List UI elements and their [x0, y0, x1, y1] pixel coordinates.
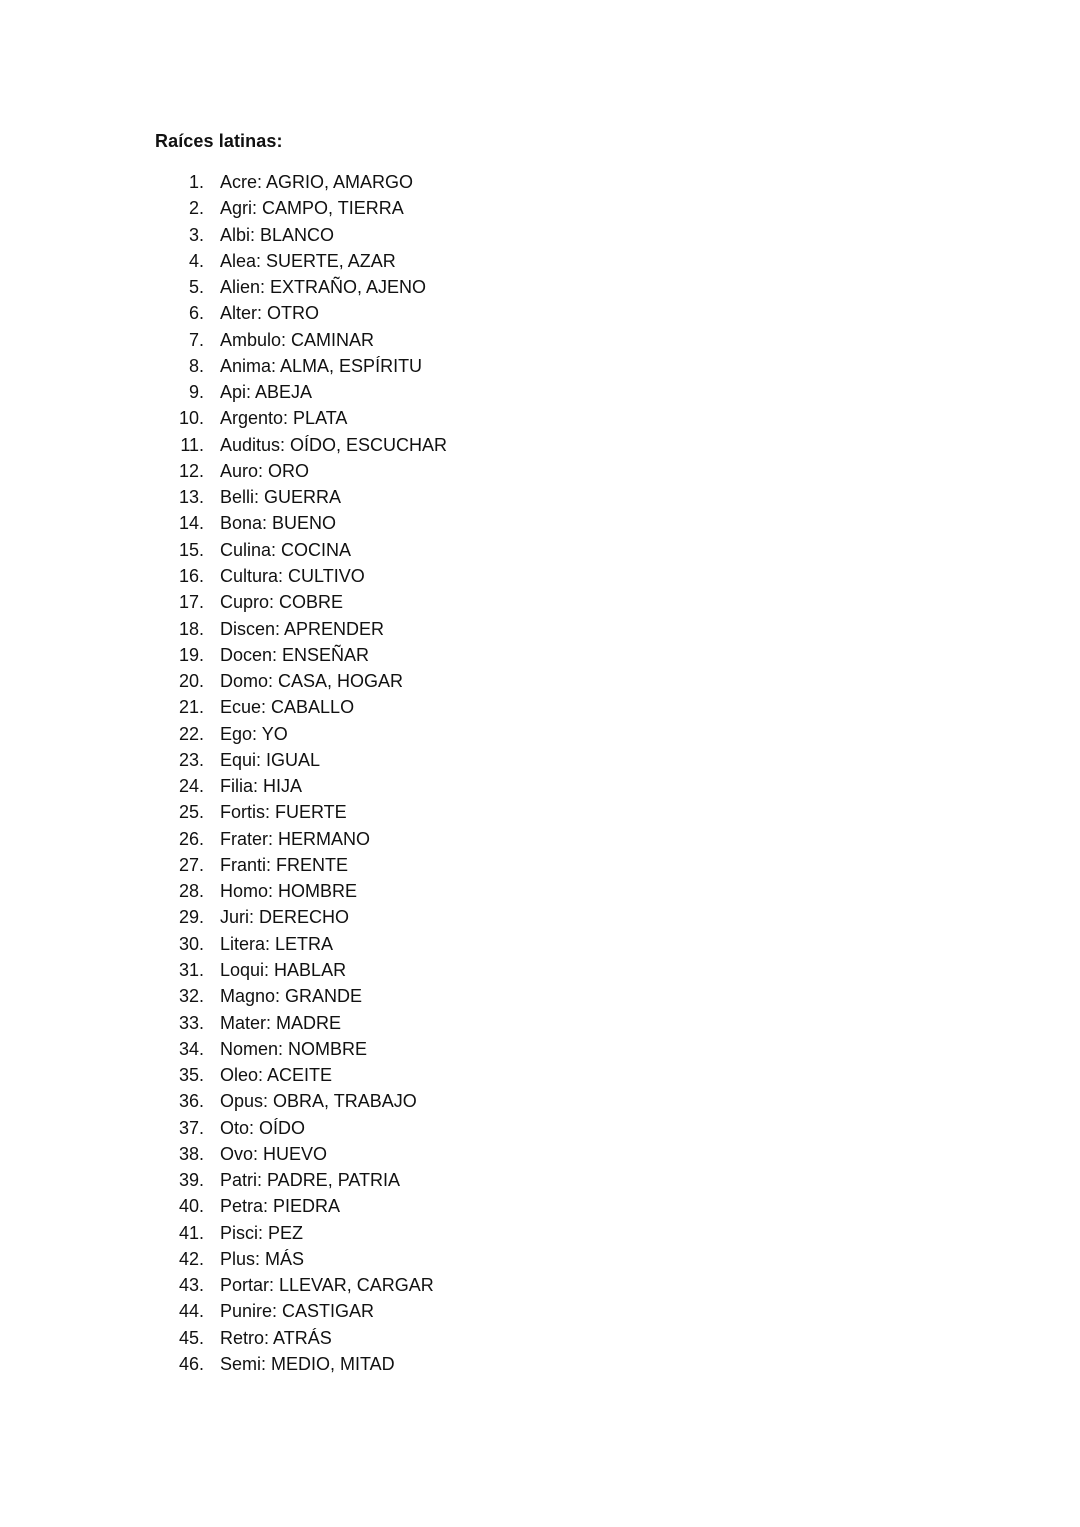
list-item-number: 33.	[178, 1012, 204, 1033]
list-item-text: Petra: PIEDRA	[220, 1196, 341, 1217]
list-item-text: Acre: AGRIO, AMARGO	[220, 172, 414, 192]
list-item-text: Argento: PLATA	[220, 408, 348, 429]
list-item-text: Ego: YO	[220, 723, 288, 744]
list-item-number: 11.	[180, 434, 204, 455]
list-item-number: 40.	[178, 1196, 204, 1217]
list-item-text: Patri: PADRE, PATRIA	[220, 1170, 401, 1191]
list-item-text: Ovo: HUEVO	[220, 1143, 328, 1164]
list-item-number: 7.	[188, 329, 204, 350]
list-item-number: 13.	[178, 487, 204, 508]
list-item-text: Cultura: CULTIVO	[220, 565, 365, 586]
list-item-number: 28.	[178, 881, 204, 902]
list-item-number: 20.	[178, 671, 204, 692]
list-item-text: Docen: ENSEÑAR	[220, 644, 370, 665]
list-item-text: Bona: BUENO	[220, 513, 337, 534]
list-item-number: 6.	[188, 303, 204, 324]
list-item-text: Filia: HIJA	[220, 776, 303, 797]
list-item-number: 17.	[178, 592, 204, 613]
list-item-text: Auro: ORO	[220, 460, 310, 481]
list-item-number: 21.	[178, 697, 204, 718]
list-item-text: Portar: LLEVAR, CARGAR	[220, 1275, 434, 1296]
list-item-text: Anima: ALMA, ESPÍRITU	[220, 355, 423, 376]
list-item-text: Litera: LETRA	[220, 933, 334, 954]
list-item-text: Oto: OÍDO	[220, 1117, 306, 1138]
list-item-number: 42.	[178, 1248, 204, 1269]
list-item-number: 36.	[178, 1091, 204, 1112]
list-item-text: Alea: SUERTE, AZAR	[220, 250, 396, 271]
list-item-number: 23.	[178, 749, 204, 770]
list-item-number: 10.	[178, 408, 204, 429]
list-item-number: 34.	[178, 1038, 204, 1059]
list-item-number: 3.	[188, 224, 204, 245]
list-item-number: 44.	[178, 1301, 204, 1322]
list-item-text: Domo: CASA, HOGAR	[220, 671, 404, 692]
list-item-number: 24.	[178, 776, 204, 797]
list-item-text: Fortis: FUERTE	[220, 802, 347, 823]
list-item-text: Albi: BLANCO	[220, 224, 335, 245]
list-item-number: 5.	[188, 277, 204, 298]
list-item-text: Mater: MADRE	[220, 1012, 342, 1033]
list-item-text: Magno: GRANDE	[220, 986, 363, 1007]
list-item-number: 12.	[178, 460, 204, 481]
list-item-text: Discen: APRENDER	[220, 618, 385, 639]
list-item-number: 32.	[178, 986, 204, 1007]
list-item-number: 16.	[178, 565, 204, 586]
list-item-text: Culina: COCINA	[220, 539, 352, 560]
list-item-number: 45.	[178, 1327, 204, 1348]
list-item-number: 18.	[178, 618, 204, 639]
list-item-number: 9.	[188, 382, 204, 403]
list-item-number: 31.	[178, 959, 204, 980]
list-item-text: Loqui: HABLAR	[220, 959, 347, 980]
list-item-number: 25.	[178, 802, 204, 823]
list-item-text: Franti: FRENTE	[220, 854, 349, 875]
list-item-number: 14.	[178, 513, 204, 534]
list-item-number: 15.	[178, 539, 204, 560]
list-item-number: 35.	[178, 1065, 204, 1086]
list-item-text: Ecue: CABALLO	[220, 697, 355, 718]
list-item-number: 29.	[178, 907, 204, 928]
list-item-number: 4.	[188, 250, 204, 271]
list-item-text: Equi: IGUAL	[220, 749, 321, 770]
list-item-text: Oleo: ACEITE	[220, 1065, 333, 1086]
list-item-number: 43.	[178, 1275, 204, 1296]
list-item-number: 37.	[178, 1117, 204, 1138]
list-item-number: 1.	[188, 172, 204, 192]
list-item-text: Ambulo: CAMINAR	[220, 329, 375, 350]
list-item-number: 46.	[178, 1353, 204, 1374]
list-item-text: Pisci: PEZ	[220, 1222, 304, 1243]
list-item-text: Cupro: COBRE	[220, 592, 344, 613]
list-item-text: Homo: HOMBRE	[220, 881, 358, 902]
list-item-text: Plus: MÁS	[220, 1248, 305, 1269]
list-item-text: Frater: HERMANO	[220, 828, 371, 849]
list-item-text: Juri: DERECHO	[220, 907, 350, 928]
list-item-text: Agri: CAMPO, TIERRA	[220, 198, 404, 219]
list-item-text: Opus: OBRA, TRABAJO	[220, 1091, 417, 1112]
list-item-number: 26.	[178, 828, 204, 849]
list-item-text: Alter: OTRO	[220, 303, 320, 324]
list-item-number: 19.	[178, 644, 204, 665]
list-item-text: Punire: CASTIGAR	[220, 1301, 375, 1322]
list-item-number: 38.	[178, 1143, 204, 1164]
list-item-number: 41.	[178, 1222, 204, 1243]
list-item-text: Api: ABEJA	[220, 382, 313, 403]
list-item-number: 27.	[178, 854, 204, 875]
list-item-number: 2.	[188, 198, 204, 219]
list-item-text: Alien: EXTRAÑO, AJENO	[220, 277, 427, 298]
list-item-number: 30.	[178, 933, 204, 954]
list-item-text: Nomen: NOMBRE	[220, 1038, 368, 1059]
list-item-text: Retro: ATRÁS	[220, 1327, 332, 1348]
document-heading: Raíces latinas:	[155, 131, 283, 151]
list-item-text: Auditus: OÍDO, ESCUCHAR	[220, 434, 448, 455]
list-item-text: Belli: GUERRA	[220, 487, 342, 508]
list-item-number: 8.	[188, 355, 204, 376]
list-item-number: 39.	[178, 1170, 204, 1191]
list-item-text: Semi: MEDIO, MITAD	[220, 1353, 395, 1374]
list-item-number: 22.	[178, 723, 204, 744]
